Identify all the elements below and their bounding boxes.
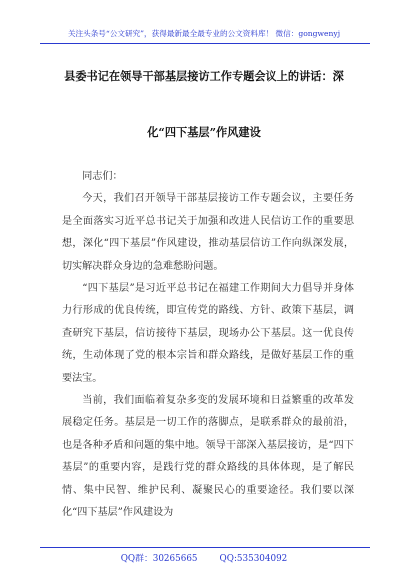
header-rule (40, 43, 370, 44)
footer-qq-group: QQ群：30265665 (120, 554, 198, 564)
body-paragraph: 当前，我们面临着复杂多变的发展环境和日益繁重的改革发展稳定任务。基层是一切工作的落脚点，是联系群众的最前沿，也是各种矛盾和问题的集中地。领导干部深入基层接访，是“四下基层”的重要内容，是践行党的群众路线的具体体现，是了解民情、集中民智、维护民利、凝聚民心的重要途径。我们要以深化“四下基层”作风建设为 (62, 395, 354, 519)
body-paragraph: “四下基层”是习近平总书记在福建工作期间大力倡导并身体力行形成的优良传统，即宣传党的路线、方针、政策下基层，调查研究下基层，信访接待下基层，现场办公下基层。这一优良传统，生动体现了党的根本宗旨和群众路线，是做好基层工作的重要法宝。 (62, 283, 354, 384)
footer-qq: QQ:535304092 (219, 554, 288, 564)
document-title-line-2: 化“四下基层”作风建设 (147, 125, 261, 139)
header-banner: 关注头条号“公文研究”，获得最新最全最专业的公文资料库！ 微信：gongwenyj (67, 29, 341, 38)
document-title-line-1: 县委书记在领导干部基层接访工作专题会议上的讲话：深 (64, 69, 344, 83)
salutation: 同志们： (82, 171, 123, 182)
body-paragraph: 今天，我们召开领导干部基层接访工作专题会议，主要任务是全面落实习近平总书记关于加强和改进人民信访工作的重要思想，深化“四下基层”作风建设，推动基层信访工作向纵深发展，切实解决群众身边的急难愁盼问题。 (62, 193, 354, 272)
footer-rule (40, 547, 370, 548)
document-body (62, 166, 354, 525)
footer (0, 551, 408, 564)
